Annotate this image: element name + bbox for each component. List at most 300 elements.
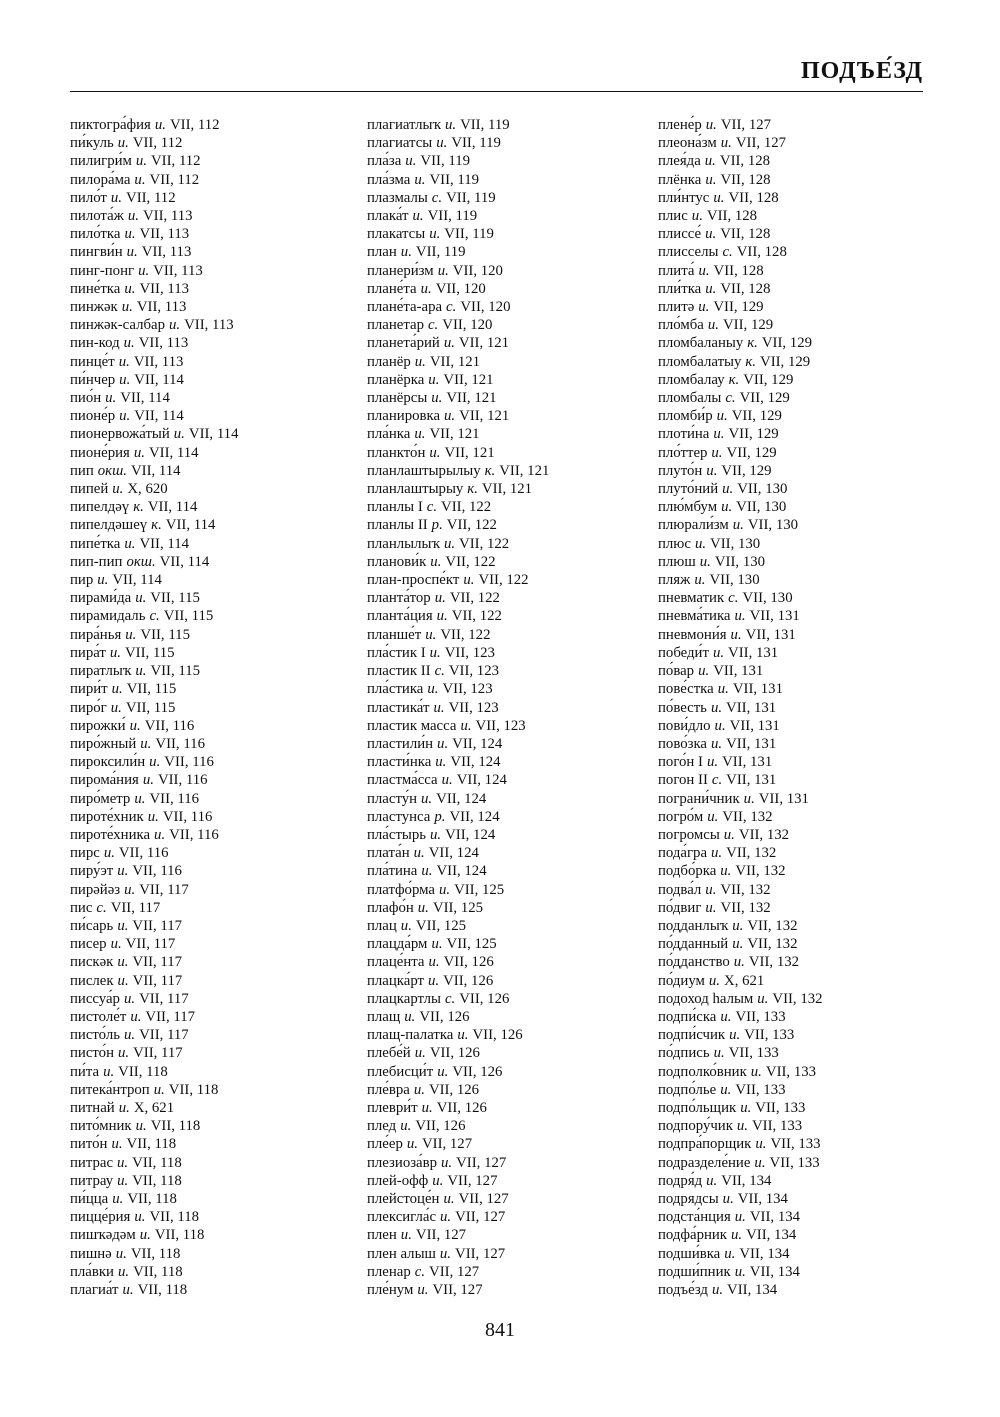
index-entry: [658, 225, 928, 243]
entry-reference: VII, 126: [443, 954, 494, 971]
entry-headword: пито́мник: [70, 1118, 132, 1135]
index-entry: [367, 353, 652, 371]
entry-headword: подши́пник: [658, 1263, 731, 1280]
entry-headword: плаце́нта: [367, 954, 425, 971]
entry-headword: пине́тка: [70, 280, 121, 297]
entry-reference: VII, 133: [728, 1045, 779, 1062]
entry-headword: пи́нчер: [70, 371, 116, 388]
entry-pos: и.: [755, 1136, 767, 1153]
entry-pos: и.: [173, 426, 185, 443]
index-entry: [70, 189, 355, 207]
index-entry: [658, 134, 928, 152]
entry-reference: VII, 126: [452, 1063, 503, 1080]
entry-pos: и.: [414, 171, 426, 188]
index-entry: [367, 1063, 652, 1081]
entry-pos: и.: [112, 1190, 124, 1207]
index-entry: [367, 316, 652, 334]
entry-reference: VII, 127: [447, 1172, 498, 1189]
entry-pos: р.: [431, 517, 443, 534]
entry-reference: VII, 113: [184, 317, 234, 334]
entry-pos: и.: [707, 317, 719, 334]
index-entry: [658, 334, 928, 352]
index-entry: [658, 480, 928, 498]
index-entry: [367, 480, 652, 498]
entry-reference: VII, 114: [130, 462, 181, 479]
entry-reference: VII, 133: [735, 1081, 786, 1098]
index-entry: [658, 881, 928, 899]
entry-pos: и.: [117, 1263, 130, 1280]
entry-reference: VII, 112: [126, 189, 176, 206]
index-column-2: [367, 116, 652, 1299]
entry-pos: и.: [707, 808, 719, 825]
entry-headword: плене́р: [658, 117, 702, 133]
index-entry: [367, 1044, 652, 1062]
entry-pos: и.: [431, 936, 443, 953]
entry-headword: пломбалы: [658, 390, 722, 407]
entry-pos: и.: [119, 371, 131, 388]
entry-pos: и.: [125, 626, 137, 643]
entry-reference: VII, 115: [150, 590, 200, 607]
entry-reference: VII, 112: [151, 153, 201, 170]
entry-headword: пластма́сса: [367, 772, 438, 789]
entry-pos: и.: [119, 408, 131, 425]
entry-headword: подва́л: [658, 881, 702, 898]
entry-reference: VII, 124: [436, 790, 487, 807]
index-entry: [70, 425, 355, 443]
index-entry: [367, 571, 652, 589]
index-entry: [658, 353, 928, 371]
entry-reference: VII, 131: [728, 644, 779, 661]
entry-reference: VII, 113: [133, 353, 184, 370]
entry-headword: пиро́г: [70, 699, 107, 716]
entry-reference: VII, 129: [731, 408, 782, 425]
entry-reference: VII, 132: [720, 881, 771, 898]
entry-pos: и.: [414, 353, 426, 370]
entry-headword: пи́цца: [70, 1190, 109, 1207]
entry-headword: планировка: [367, 408, 441, 425]
index-entry: [70, 280, 355, 298]
entry-reference: VII, 133: [755, 1099, 806, 1116]
entry-headword: пинжәк-салбар: [70, 317, 165, 334]
entry-headword: пирс: [70, 845, 100, 862]
entry-pos: и.: [139, 1227, 151, 1244]
entry-headword: план-проспе́кт: [367, 572, 460, 589]
entry-reference: VII, 131: [726, 735, 777, 752]
entry-headword: пиро́жный: [70, 735, 137, 752]
entry-headword: пило́тка: [70, 226, 121, 243]
entry-reference: VII, 121: [458, 335, 510, 352]
index-entry: [367, 990, 652, 1008]
index-entry: [70, 389, 355, 407]
entry-reference: VII, 114: [120, 390, 170, 407]
entry-pos: с.: [414, 1263, 426, 1280]
entry-pos: с.: [426, 499, 438, 516]
index-entry: [367, 1172, 652, 1190]
entry-pos: и.: [437, 1063, 449, 1080]
index-entry: [658, 680, 928, 698]
index-entry: [70, 152, 355, 170]
entry-pos: и.: [400, 1118, 412, 1135]
header-rule: [70, 91, 923, 92]
entry-reference: VII, 113: [153, 262, 203, 279]
index-entry: [70, 1008, 355, 1026]
entry-reference: VII, 116: [132, 863, 182, 880]
entry-pos: и.: [694, 535, 707, 552]
entry-reference: VII, 123: [444, 644, 495, 661]
entry-pos: и.: [400, 1227, 412, 1244]
index-entry: [70, 134, 355, 152]
entry-reference: VII, 131: [749, 608, 800, 625]
index-entry: [658, 189, 928, 207]
index-entry: [70, 1063, 355, 1081]
index-entry: [658, 1208, 928, 1226]
entry-pos: с.: [149, 608, 160, 625]
entry-pos: и.: [124, 226, 136, 243]
index-entry: [70, 1117, 355, 1135]
entry-reference: VII, 131: [729, 717, 780, 734]
index-entry: [658, 171, 928, 189]
entry-headword: пип-пип: [70, 553, 123, 570]
entry-reference: VII, 116: [149, 790, 200, 807]
entry-reference: VII, 133: [770, 1136, 821, 1153]
index-entry: [367, 152, 652, 170]
entry-pos: и.: [436, 135, 448, 152]
entry-pos: и.: [713, 1045, 725, 1062]
entry-reference: VII, 117: [132, 954, 183, 971]
entry-pos: и.: [720, 1008, 732, 1025]
entry-headword: плита́: [658, 262, 695, 279]
entry-reference: X, 621: [133, 1099, 175, 1116]
index-entry: [658, 1135, 928, 1153]
index-entry: [70, 972, 355, 990]
entry-pos: и.: [705, 899, 717, 916]
entry-headword: по́дданство: [658, 954, 730, 971]
entry-pos: окш.: [97, 462, 127, 479]
entry-reference: VII, 120: [460, 299, 511, 316]
index-entry: [70, 771, 355, 789]
entry-headword: планлаштырыу: [367, 481, 464, 498]
index-entry: [70, 334, 355, 352]
entry-headword: пла́стика: [367, 681, 424, 698]
entry-reference: VII, 115: [125, 699, 176, 716]
entry-headword: пневма́тика: [658, 608, 731, 625]
entry-headword: писсуа́р: [70, 990, 120, 1007]
entry-pos: к.: [745, 353, 757, 370]
entry-headword: пингви́н: [70, 244, 123, 261]
index-entry: [658, 571, 928, 589]
entry-headword: питека́нтроп: [70, 1081, 150, 1098]
running-head: ПОДЪЕ́ЗД: [800, 58, 923, 84]
entry-headword: плюрали́зм: [658, 517, 729, 534]
entry-pos: и.: [432, 1172, 444, 1189]
entry-pos: и.: [117, 954, 129, 971]
entry-headword: плюс: [658, 535, 691, 552]
entry-headword: писто́ль: [70, 1027, 121, 1044]
index-entry: [658, 1099, 928, 1117]
entry-pos: и.: [117, 863, 129, 880]
entry-reference: VII, 128: [728, 189, 779, 206]
entry-reference: VII, 119: [427, 208, 478, 225]
entry-reference: VII, 130: [709, 572, 760, 589]
index-entry: [367, 1117, 652, 1135]
index-entry: [70, 1190, 355, 1208]
entry-headword: пинг-понг: [70, 262, 135, 279]
entry-reference: VII, 127: [735, 135, 787, 152]
index-entry: [658, 699, 928, 717]
index-entry: [367, 735, 652, 753]
entry-reference: VII, 112: [169, 117, 220, 133]
entry-pos: с.: [711, 772, 723, 789]
entry-reference: VII, 120: [442, 317, 493, 334]
entry-pos: и.: [112, 481, 124, 498]
entry-pos: и.: [135, 663, 147, 680]
entry-headword: плен алыш: [367, 1245, 436, 1262]
index-entry: [658, 735, 928, 753]
entry-headword: по́дданный: [658, 936, 729, 953]
entry-headword: плисселы: [658, 244, 719, 261]
entry-reference: VII, 118: [149, 1209, 200, 1226]
entry-headword: пи́куль: [70, 135, 114, 152]
entry-pos: и.: [698, 299, 710, 316]
entry-headword: по́весть: [658, 699, 707, 716]
index-entry: [658, 953, 928, 971]
entry-reference: VII, 118: [133, 1263, 183, 1280]
entry-headword: пишнә: [70, 1245, 112, 1262]
entry-reference: VII, 127: [720, 117, 772, 133]
entry-headword: пислек: [70, 972, 114, 989]
index-entry: [367, 953, 652, 971]
entry-pos: и.: [118, 1099, 130, 1116]
entry-headword: пишҡәдәм: [70, 1227, 136, 1244]
entry-headword: плане́та: [367, 280, 417, 297]
entry-headword: пляж: [658, 572, 691, 589]
entry-reference: VII, 117: [145, 1008, 196, 1025]
entry-headword: плоти́на: [658, 426, 710, 443]
index-entry: [658, 535, 928, 553]
entry-headword: пода́гра: [658, 845, 708, 862]
index-entry: [70, 1208, 355, 1226]
entry-reference: VII, 121: [459, 408, 510, 425]
entry-headword: пове́стка: [658, 681, 714, 698]
index-entry: [70, 225, 355, 243]
entry-reference: VII, 119: [444, 226, 494, 243]
entry-reference: VII, 133: [744, 1027, 795, 1044]
entry-pos: и.: [124, 881, 136, 898]
entry-pos: и.: [417, 899, 429, 916]
entry-headword: плазмалы: [367, 189, 428, 206]
index-entry: [70, 881, 355, 899]
entry-pos: и.: [732, 517, 744, 534]
entry-headword: пломбалатыу: [658, 353, 742, 370]
index-entry: [367, 280, 652, 298]
entry-reference: VII, 132: [720, 899, 771, 916]
index-entry: [70, 262, 355, 280]
index-entry: [367, 462, 652, 480]
entry-pos: и.: [430, 826, 442, 843]
entry-pos: и.: [708, 972, 721, 989]
entry-headword: пинце́т: [70, 353, 115, 370]
index-entry: [658, 844, 928, 862]
entry-headword: пла́за: [367, 153, 402, 170]
index-entry: [367, 862, 652, 880]
entry-pos: и.: [698, 262, 710, 279]
entry-reference: VII, 128: [713, 262, 764, 279]
entry-headword: пласти́нка: [367, 754, 432, 771]
entry-pos: и.: [154, 826, 166, 843]
entry-pos: и.: [135, 590, 147, 607]
entry-reference: VII, 128: [736, 244, 787, 261]
index-entry: [367, 498, 652, 516]
entry-reference: VII, 130: [742, 590, 793, 607]
index-entry: [70, 1099, 355, 1117]
index-entry: [367, 644, 652, 662]
index-entry: [70, 735, 355, 753]
entry-headword: плагиатсы: [367, 135, 433, 152]
entry-headword: пионе́р: [70, 408, 116, 425]
entry-headword: плюш: [658, 553, 696, 570]
index-entry: [70, 808, 355, 826]
entry-headword: пипей: [70, 481, 109, 498]
index-entry: [367, 262, 652, 280]
entry-reference: VII, 122: [449, 590, 500, 607]
index-entry: [70, 1172, 355, 1190]
index-entry: [658, 1154, 928, 1172]
entry-pos: и.: [463, 572, 475, 589]
entry-headword: планёр: [367, 353, 411, 370]
entry-pos: и.: [711, 1282, 724, 1298]
index-entry: [367, 1008, 652, 1026]
index-entry: [367, 407, 652, 425]
entry-headword: пласту́н: [367, 790, 418, 807]
entry-reference: VII, 117: [139, 881, 189, 898]
entry-headword: плис: [658, 208, 688, 225]
entry-reference: VII, 134: [737, 1190, 788, 1207]
entry-pos: и.: [443, 1190, 455, 1207]
index-entry: [367, 935, 652, 953]
entry-headword: пистоле́т: [70, 1008, 127, 1025]
entry-reference: VII, 124: [452, 735, 503, 752]
entry-headword: пио́н: [70, 390, 102, 407]
entry-reference: VII, 126: [459, 990, 510, 1007]
entry-pos: и.: [734, 1209, 746, 1226]
entry-pos: и.: [706, 754, 719, 771]
entry-headword: подпору́чик: [658, 1118, 733, 1135]
entry-reference: VII, 117: [125, 936, 176, 953]
entry-pos: и.: [713, 189, 725, 206]
entry-pos: и.: [124, 1027, 136, 1044]
entry-pos: и.: [124, 280, 136, 297]
entry-pos: и.: [720, 863, 732, 880]
index-entry: [658, 917, 928, 935]
entry-headword: пла́стырь: [367, 826, 426, 843]
entry-reference: VII, 126: [428, 1081, 480, 1098]
entry-reference: VII, 114: [165, 517, 216, 534]
entry-pos: и.: [429, 644, 441, 661]
entry-pos: и.: [740, 1099, 752, 1116]
entry-headword: подданлыҡ: [658, 917, 729, 934]
entry-headword: плака́т: [367, 208, 409, 225]
index-entry: [658, 553, 928, 571]
entry-pos: и.: [412, 208, 424, 225]
entry-headword: пломбаланыу: [658, 335, 744, 352]
entry-pos: и.: [443, 535, 456, 552]
entry-headword: планкто́н: [367, 444, 426, 461]
entry-pos: с.: [427, 317, 439, 334]
entry-pos: и.: [140, 735, 152, 752]
entry-reference: VII, 116: [169, 826, 219, 843]
entry-headword: плафо́н: [367, 899, 414, 916]
entry-pos: и.: [721, 499, 733, 516]
index-entry: [367, 516, 652, 534]
entry-pos: к.: [747, 335, 758, 352]
index-entry: [367, 662, 652, 680]
entry-headword: плуто́н: [658, 462, 703, 479]
index-entry: [70, 462, 355, 480]
entry-pos: и.: [757, 990, 769, 1007]
index-entry: [70, 1245, 355, 1263]
entry-reference: VII, 131: [726, 772, 777, 789]
entry-headword: подши́вка: [658, 1245, 721, 1262]
index-entry: [367, 1099, 652, 1117]
index-entry: [658, 644, 928, 662]
entry-pos: и.: [135, 153, 147, 170]
entry-reference: VII, 117: [133, 1045, 183, 1062]
entry-headword: пи́сарь: [70, 917, 114, 934]
entry-reference: VII, 131: [722, 754, 773, 771]
index-entry: [367, 699, 652, 717]
entry-reference: VII, 133: [752, 1118, 803, 1135]
entry-pos: и.: [109, 644, 121, 661]
entry-reference: VII, 127: [429, 1263, 480, 1280]
entry-pos: и.: [720, 1081, 732, 1098]
entry-pos: и.: [734, 608, 746, 625]
entry-reference: VII, 134: [746, 1227, 797, 1244]
entry-reference: VII, 129: [739, 390, 790, 407]
index-entry: [367, 972, 652, 990]
entry-reference: VII, 124: [450, 754, 501, 771]
entry-reference: VII, 129: [726, 444, 777, 461]
entry-headword: плезиоза́вр: [367, 1154, 438, 1171]
entry-reference: VII, 112: [149, 171, 200, 188]
entry-reference: VII, 121: [429, 426, 480, 443]
entry-headword: плитә: [658, 299, 695, 316]
entry-pos: и.: [460, 717, 472, 734]
entry-headword: пипе́тка: [70, 535, 121, 552]
entry-headword: плеври́т: [367, 1099, 418, 1116]
index-entry: [658, 826, 928, 844]
entry-headword: пограни́чник: [658, 790, 740, 807]
entry-pos: и.: [434, 590, 446, 607]
index-entry: [70, 516, 355, 534]
entry-headword: планта́тор: [367, 590, 431, 607]
entry-reference: VII, 122: [459, 535, 510, 552]
index-entry: [367, 1190, 652, 1208]
entry-pos: и.: [706, 1172, 718, 1189]
entry-headword: планёрка: [367, 371, 425, 388]
entry-pos: и.: [115, 1245, 127, 1262]
entry-pos: и.: [429, 226, 441, 243]
entry-reference: VII, 133: [769, 1154, 820, 1171]
entry-reference: VII, 116: [118, 845, 169, 862]
index-entry: [70, 298, 355, 316]
entry-pos: и.: [734, 1263, 746, 1280]
entry-reference: VII, 134: [749, 1209, 801, 1226]
entry-pos: и.: [169, 317, 181, 334]
index-entry: [367, 1245, 652, 1263]
entry-pos: и.: [117, 1172, 129, 1189]
entry-pos: и.: [134, 790, 146, 807]
index-entry: [367, 1026, 652, 1044]
